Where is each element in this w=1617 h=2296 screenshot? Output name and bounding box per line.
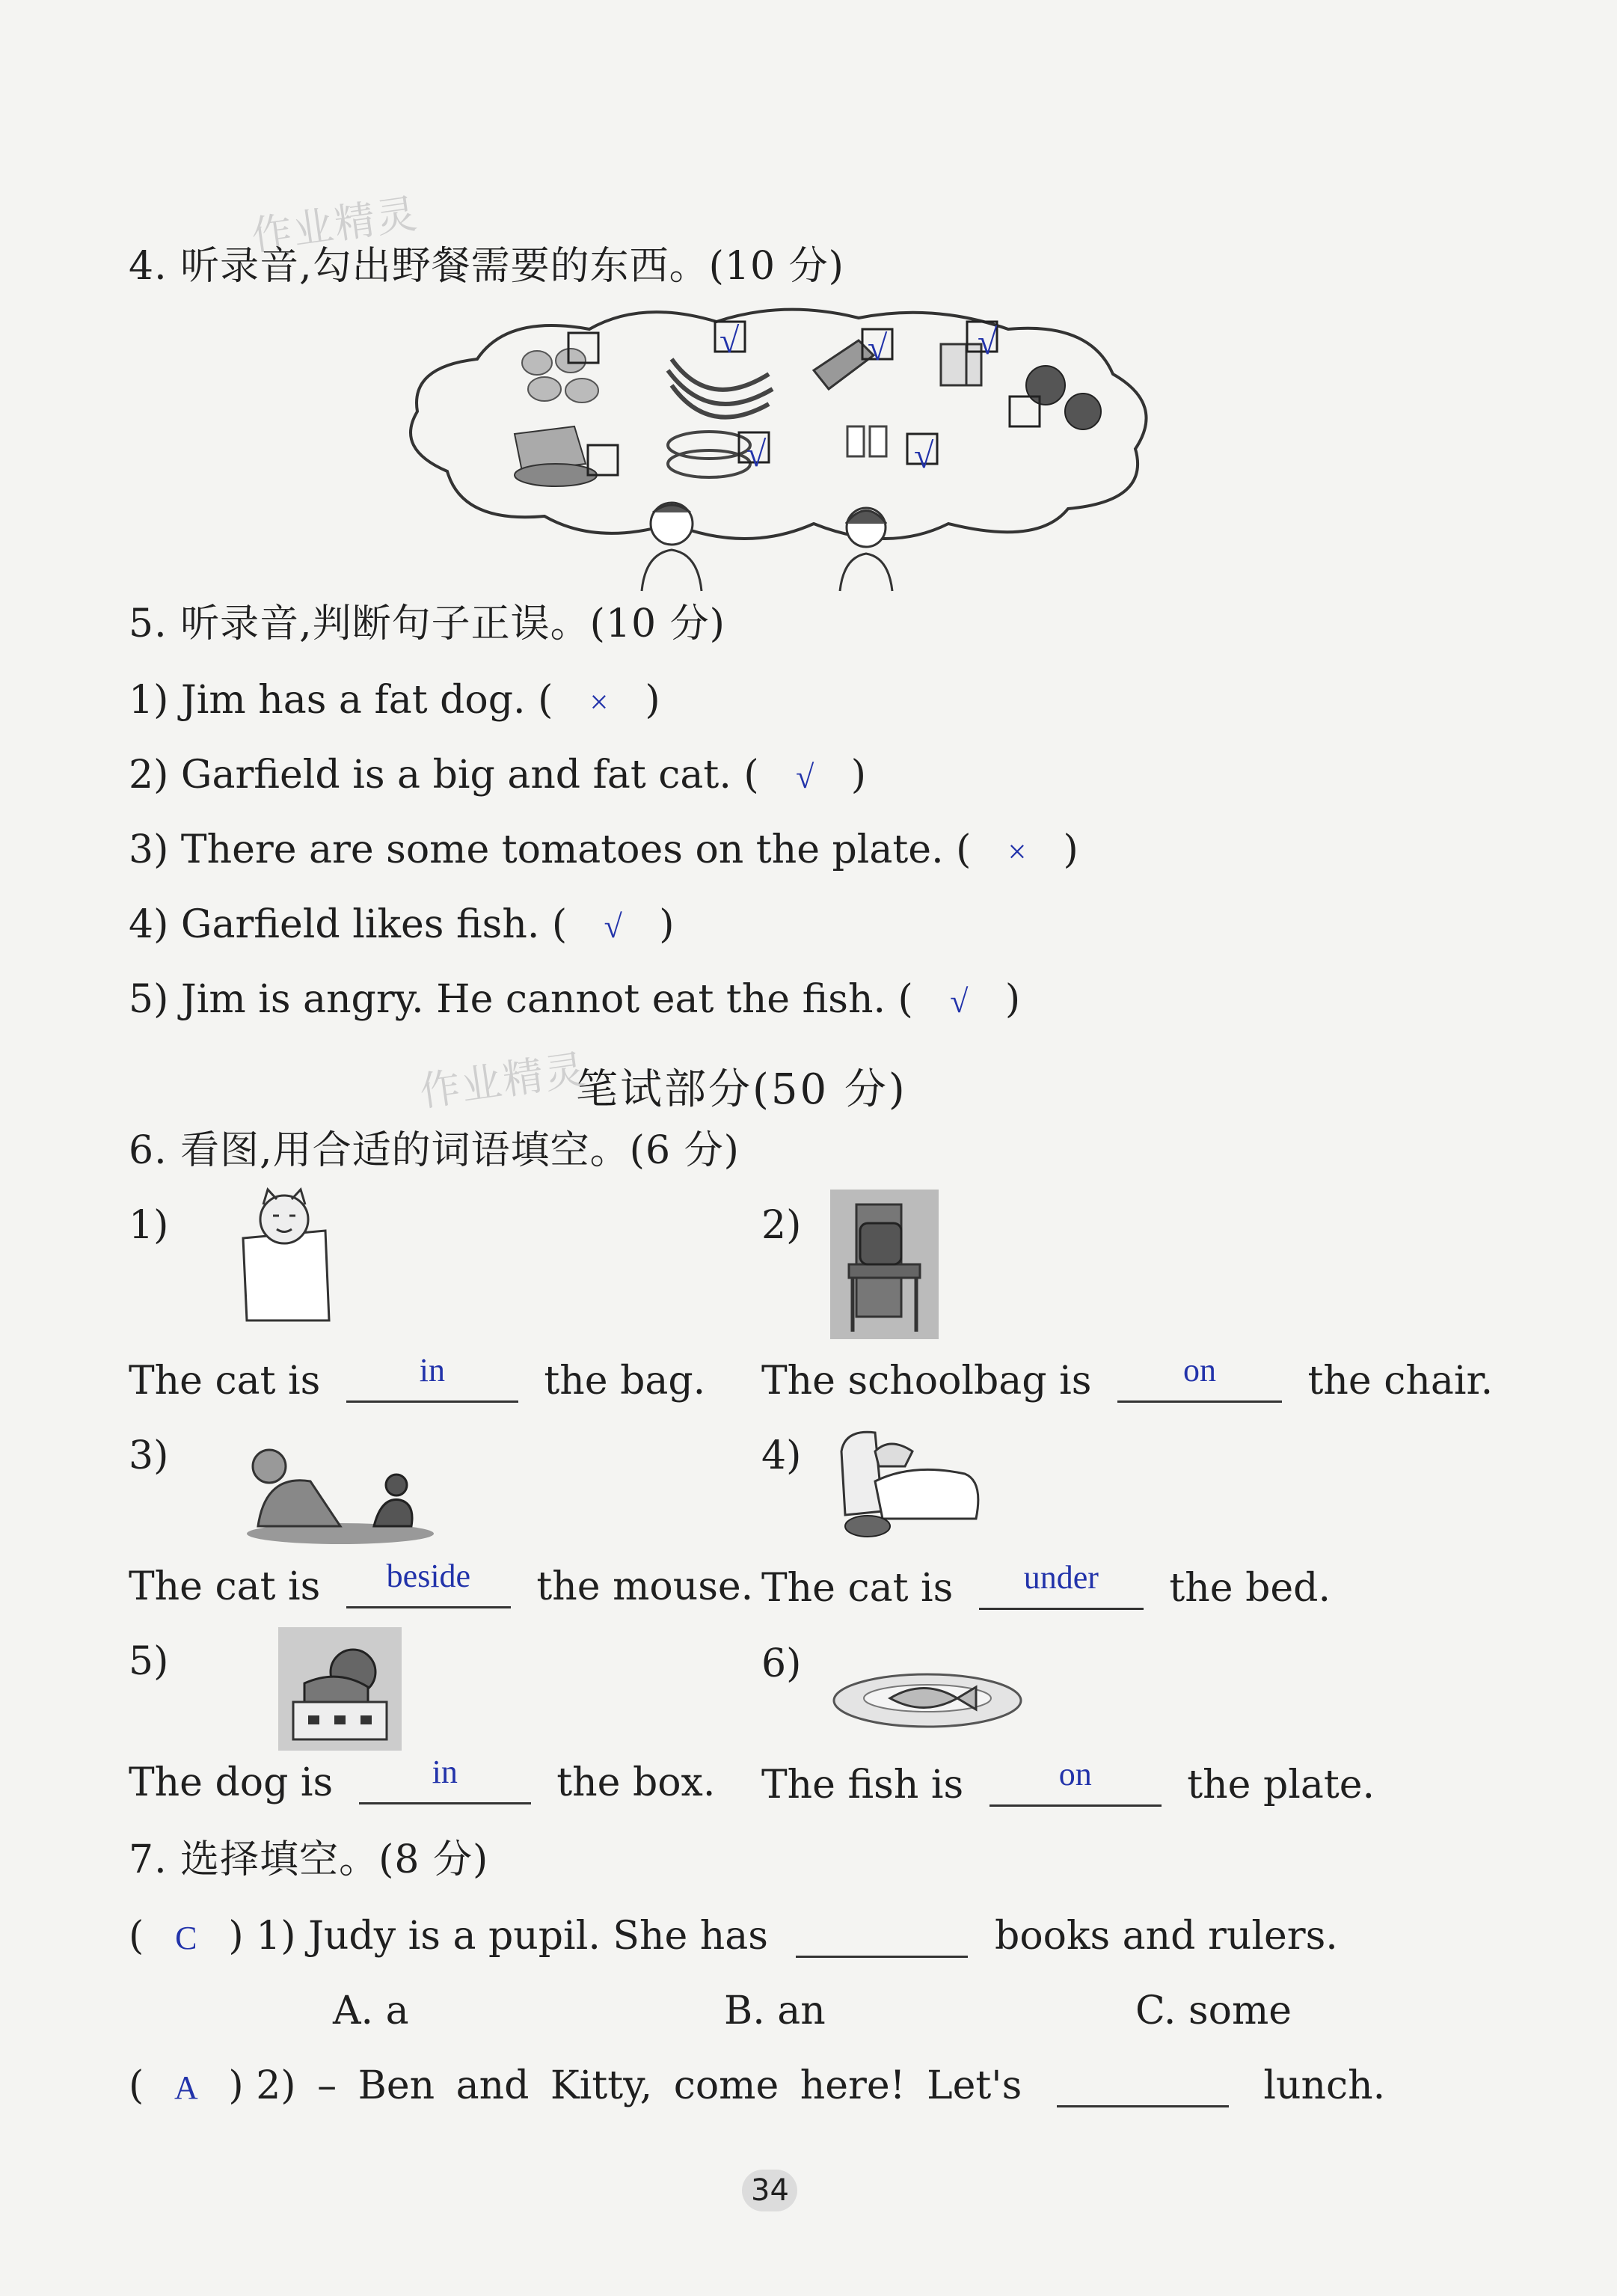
bread-icon [814, 340, 874, 389]
schoolbag-on-chair-picture [830, 1190, 939, 1339]
q6-sentence-3 [129, 1558, 754, 1609]
choice-answer: A [174, 2069, 198, 2106]
boy-figure [642, 503, 702, 591]
answer-blank [796, 1917, 968, 1958]
girl-figure [840, 508, 892, 591]
eggs-icon [522, 349, 598, 402]
q6-item-number: 1) [129, 1203, 169, 1248]
sentence-start: The dog is [129, 1760, 334, 1805]
sentence-start: The schoolbag is [761, 1359, 1092, 1403]
picnic-cloud-illustration [395, 299, 1158, 599]
milk-carton-icon [941, 344, 981, 385]
q5-heading: 5. 听录音,判断句子正误。(10 分) [129, 601, 725, 646]
written-section-title: 笔试部分(50 分) [576, 1065, 907, 1114]
paren-close: ) [1004, 977, 1021, 1022]
q5-item-1 [129, 678, 660, 723]
check-mark: √ [719, 321, 740, 361]
sentence-end: the mouse. [536, 1564, 754, 1609]
paren-close: ) [850, 753, 867, 798]
cat-under-bed-picture [830, 1421, 987, 1549]
check-mark: √ [914, 436, 934, 476]
paren-open: ( [129, 2063, 144, 2108]
q5-item-5 [129, 977, 1021, 1022]
q7-question-2 [129, 2063, 1386, 2108]
q4-heading: 4. 听录音,勾出野餐需要的东西。(10 分) [129, 244, 844, 289]
statement-text: 4) Garfield likes fish. ( [129, 902, 568, 947]
answer-blank [979, 1559, 1144, 1610]
cat-in-bag-picture [232, 1186, 337, 1324]
answer-blank [359, 1754, 531, 1804]
sentence-start: The cat is [129, 1359, 321, 1403]
sentence-end: the plate. [1187, 1763, 1375, 1807]
blank-answer: under [1023, 1559, 1099, 1596]
answer-blank [346, 1352, 518, 1403]
paren-close: ) [228, 2063, 244, 2108]
option-c: C. some [1135, 1989, 1292, 2033]
q6-sentence-4 [761, 1559, 1331, 1611]
q6-item-number: 4) [761, 1433, 802, 1478]
q5-item-3 [129, 827, 1078, 872]
sentence-start: The fish is [761, 1763, 964, 1807]
answer-blank [989, 1756, 1162, 1807]
cups-icon [847, 426, 886, 456]
blank-answer: in [419, 1352, 445, 1389]
q7-heading: 7. 选择填空。(8 分) [129, 1837, 489, 1882]
q6-sentence-1 [129, 1352, 706, 1403]
statement-text: 1) Jim has a fat dog. ( [129, 678, 553, 723]
judgement-answer: √ [950, 983, 969, 1020]
q5-item-2 [129, 753, 867, 798]
bananas-icon [668, 359, 773, 417]
paren-close: ) [659, 902, 675, 947]
statement-text: 2) Garfield is a big and fat cat. ( [129, 753, 759, 798]
check-mark: √ [868, 328, 888, 368]
judgement-answer: √ [796, 759, 814, 795]
sentence-end: the box. [556, 1760, 716, 1805]
fish-on-plate-picture [830, 1665, 1025, 1732]
statement-text: 3) There are some tomatoes on the plate. ( [129, 827, 972, 872]
q6-item-number: 6) [761, 1641, 802, 1686]
paren-close: ) [228, 1914, 244, 1959]
sentence-end: the bed. [1169, 1566, 1331, 1611]
option-a: A. a [333, 1989, 409, 2033]
sentence-end: the chair. [1307, 1359, 1494, 1403]
blank-answer: beside [386, 1558, 471, 1594]
check-mark: √ [746, 435, 767, 474]
paren-close: ) [1063, 827, 1078, 872]
sentence-start: The cat is [761, 1566, 954, 1611]
question-text: 1) Judy is a pupil. She has [256, 1914, 768, 1959]
answer-blank [1057, 2066, 1229, 2107]
blank-answer: in [432, 1754, 458, 1790]
sentence-end: the bag. [544, 1359, 706, 1403]
judgement-answer: √ [604, 908, 622, 945]
dog-in-box-picture [278, 1627, 402, 1751]
paren-open: ( [129, 1914, 144, 1959]
q6-heading: 6. 看图,用合适的词语填空。(6 分) [129, 1128, 740, 1173]
watermark: 作业精灵 [417, 1045, 589, 1116]
q6-item-number: 5) [129, 1639, 169, 1684]
sandwiches-icon [515, 426, 597, 486]
question-text-end: lunch. [1263, 2063, 1386, 2108]
blank-answer: on [1182, 1352, 1216, 1389]
sentence-start: The cat is [129, 1564, 321, 1609]
question-text-end: books and rulers. [995, 1914, 1338, 1959]
paren-close: ) [645, 678, 660, 723]
judgement-answer: × [1007, 833, 1027, 870]
check-mark: √ [978, 322, 998, 362]
statement-text: 5) Jim is angry. He cannot eat the fish. ( [129, 977, 913, 1022]
cat-beside-mouse-picture [243, 1421, 438, 1549]
q6-item-number: 3) [129, 1433, 169, 1478]
choice-answer: C [175, 1920, 197, 1956]
q6-sentence-2 [761, 1352, 1494, 1403]
thought-cloud [411, 310, 1147, 539]
blank-answer: on [1058, 1756, 1092, 1793]
option-b: B. an [724, 1989, 826, 2033]
q5-item-4 [129, 902, 675, 947]
q6-sentence-6 [761, 1756, 1375, 1807]
question-text: 2) – Ben and Kitty, come here! Let's [256, 2063, 1022, 2108]
q6-sentence-5 [129, 1754, 716, 1805]
q7-question-1 [129, 1914, 1338, 1959]
answer-blank [1117, 1352, 1282, 1403]
q6-item-number: 2) [761, 1203, 802, 1248]
answer-blank [346, 1558, 511, 1608]
watermark: 作业精灵 [248, 189, 421, 260]
judgement-answer: × [589, 684, 609, 720]
page-number: 34 [751, 2173, 789, 2208]
